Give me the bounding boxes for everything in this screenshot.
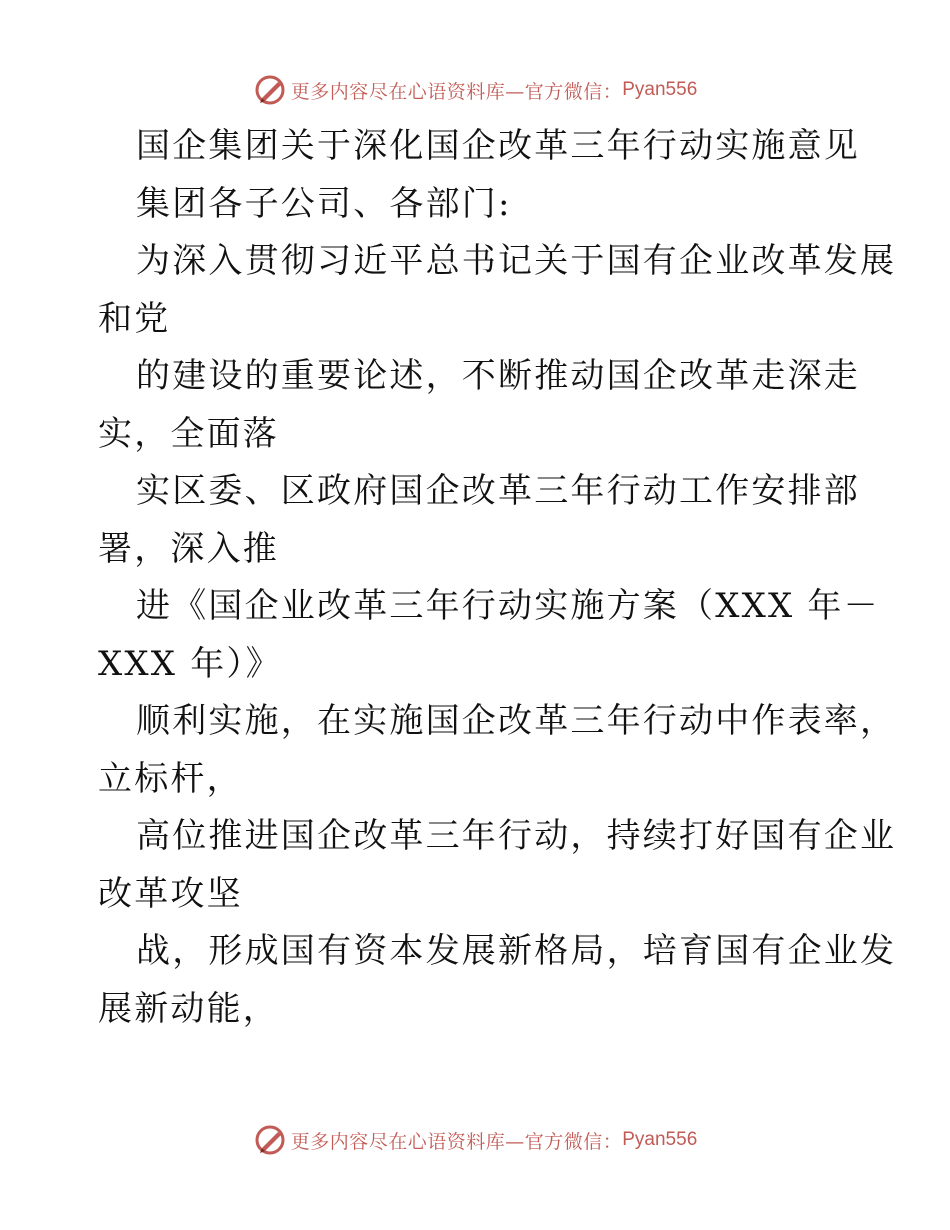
paragraph-line: 的建设的重要论述，不断推动国企改革走深走 — [136, 356, 860, 396]
pen-logo-icon — [253, 1123, 287, 1157]
paragraph-line: 实，全面落 — [98, 413, 279, 454]
paragraph-line: 为深入贯彻习近平总书记关于国有企业改革发展 — [136, 241, 897, 281]
wechat-id: Pyan556 — [622, 79, 698, 100]
watermark-text: 更多内容尽在心语资料库—官方微信： — [290, 80, 623, 103]
wechat-id: Pyan556 — [622, 1129, 698, 1150]
pen-logo-icon — [253, 73, 287, 107]
header-watermark — [0, 70, 950, 110]
document-title: 国企集团关于深化国企改革三年行动实施意见 — [136, 126, 860, 166]
paragraph-line: 展新动能， — [98, 988, 279, 1029]
paragraph-line: 战，形成国有资本发展新格局，培育国有企业发 — [136, 931, 897, 971]
watermark-text: 更多内容尽在心语资料库—官方微信： — [290, 1130, 623, 1153]
paragraph-line: 立标杆， — [98, 758, 243, 799]
paragraph-line: 和党 — [98, 298, 171, 339]
paragraph-line: 高位推进国企改革三年行动，持续打好国有企业 — [136, 816, 897, 856]
salutation: 集团各子公司、各部门: — [136, 183, 512, 224]
document-body — [98, 118, 897, 1038]
paragraph-line: 实区委、区政府国企改革三年行动工作安排部 — [136, 471, 860, 511]
paragraph-line: 署，深入推 — [98, 528, 279, 569]
paragraph-line: 顺利实施，在实施国企改革三年行动中作表率， — [136, 701, 897, 741]
paragraph-line: XXX 年）》 — [98, 643, 282, 684]
paragraph-line: 改革攻坚 — [98, 873, 243, 914]
footer-watermark — [0, 1120, 950, 1160]
paragraph-line: 进《国企业改革三年行动实施方案（XXX 年－ — [136, 586, 880, 626]
